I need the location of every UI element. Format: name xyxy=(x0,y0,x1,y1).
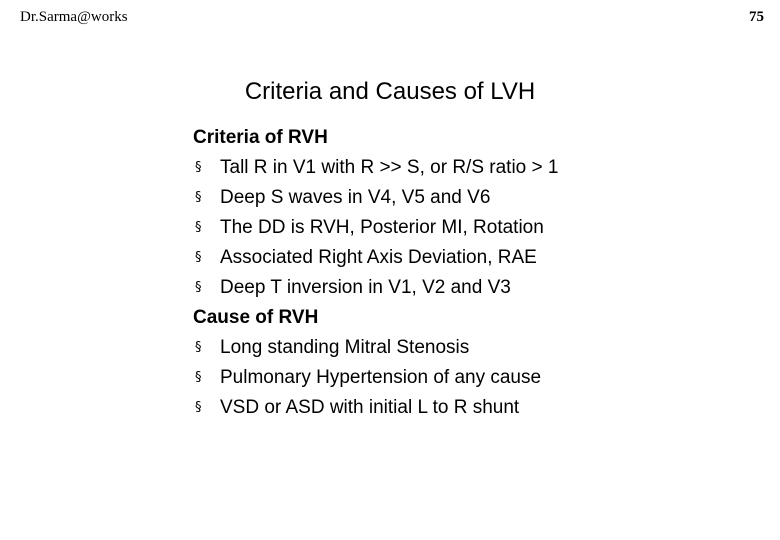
section-heading: Criteria of RVH xyxy=(193,127,328,148)
list-item xyxy=(193,185,613,211)
list-item xyxy=(193,275,613,301)
bullet-icon: § xyxy=(195,340,202,355)
page-number: 75 xyxy=(749,9,764,25)
section-causes xyxy=(193,305,613,421)
bullet-icon: § xyxy=(195,370,202,385)
list-item xyxy=(193,365,613,391)
slide-title: Criteria and Causes of LVH xyxy=(244,78,536,105)
list-item-text: Long standing Mitral Stenosis xyxy=(220,337,470,358)
author-credit: Dr.Sarma@works xyxy=(20,9,128,25)
list-item xyxy=(193,335,613,361)
list-item xyxy=(193,245,613,271)
list-item xyxy=(193,155,613,181)
section-heading: Cause of RVH xyxy=(193,307,319,328)
slide-content xyxy=(193,125,613,425)
list-item-text: Tall R in V1 with R >> S, or R/S ratio > 1 xyxy=(220,157,559,178)
bullet-icon: § xyxy=(195,400,202,415)
list-item-text: Associated Right Axis Deviation, RAE xyxy=(220,247,537,268)
list-item-text: Deep T inversion in V1, V2 and V3 xyxy=(220,277,511,298)
list-item-text: Pulmonary Hypertension of any cause xyxy=(220,367,542,388)
bullet-icon: § xyxy=(195,220,202,235)
bullet-icon: § xyxy=(195,280,202,295)
list-item xyxy=(193,395,613,421)
bullet-icon: § xyxy=(195,250,202,265)
bullet-icon: § xyxy=(195,160,202,175)
bullet-icon: § xyxy=(195,190,202,205)
list-item xyxy=(193,215,613,241)
section-criteria xyxy=(193,125,613,301)
list-item-text: VSD or ASD with initial L to R shunt xyxy=(220,397,520,418)
list-item-text: The DD is RVH, Posterior MI, Rotation xyxy=(220,217,544,238)
list-item-text: Deep S waves in V4, V5 and V6 xyxy=(220,187,491,208)
